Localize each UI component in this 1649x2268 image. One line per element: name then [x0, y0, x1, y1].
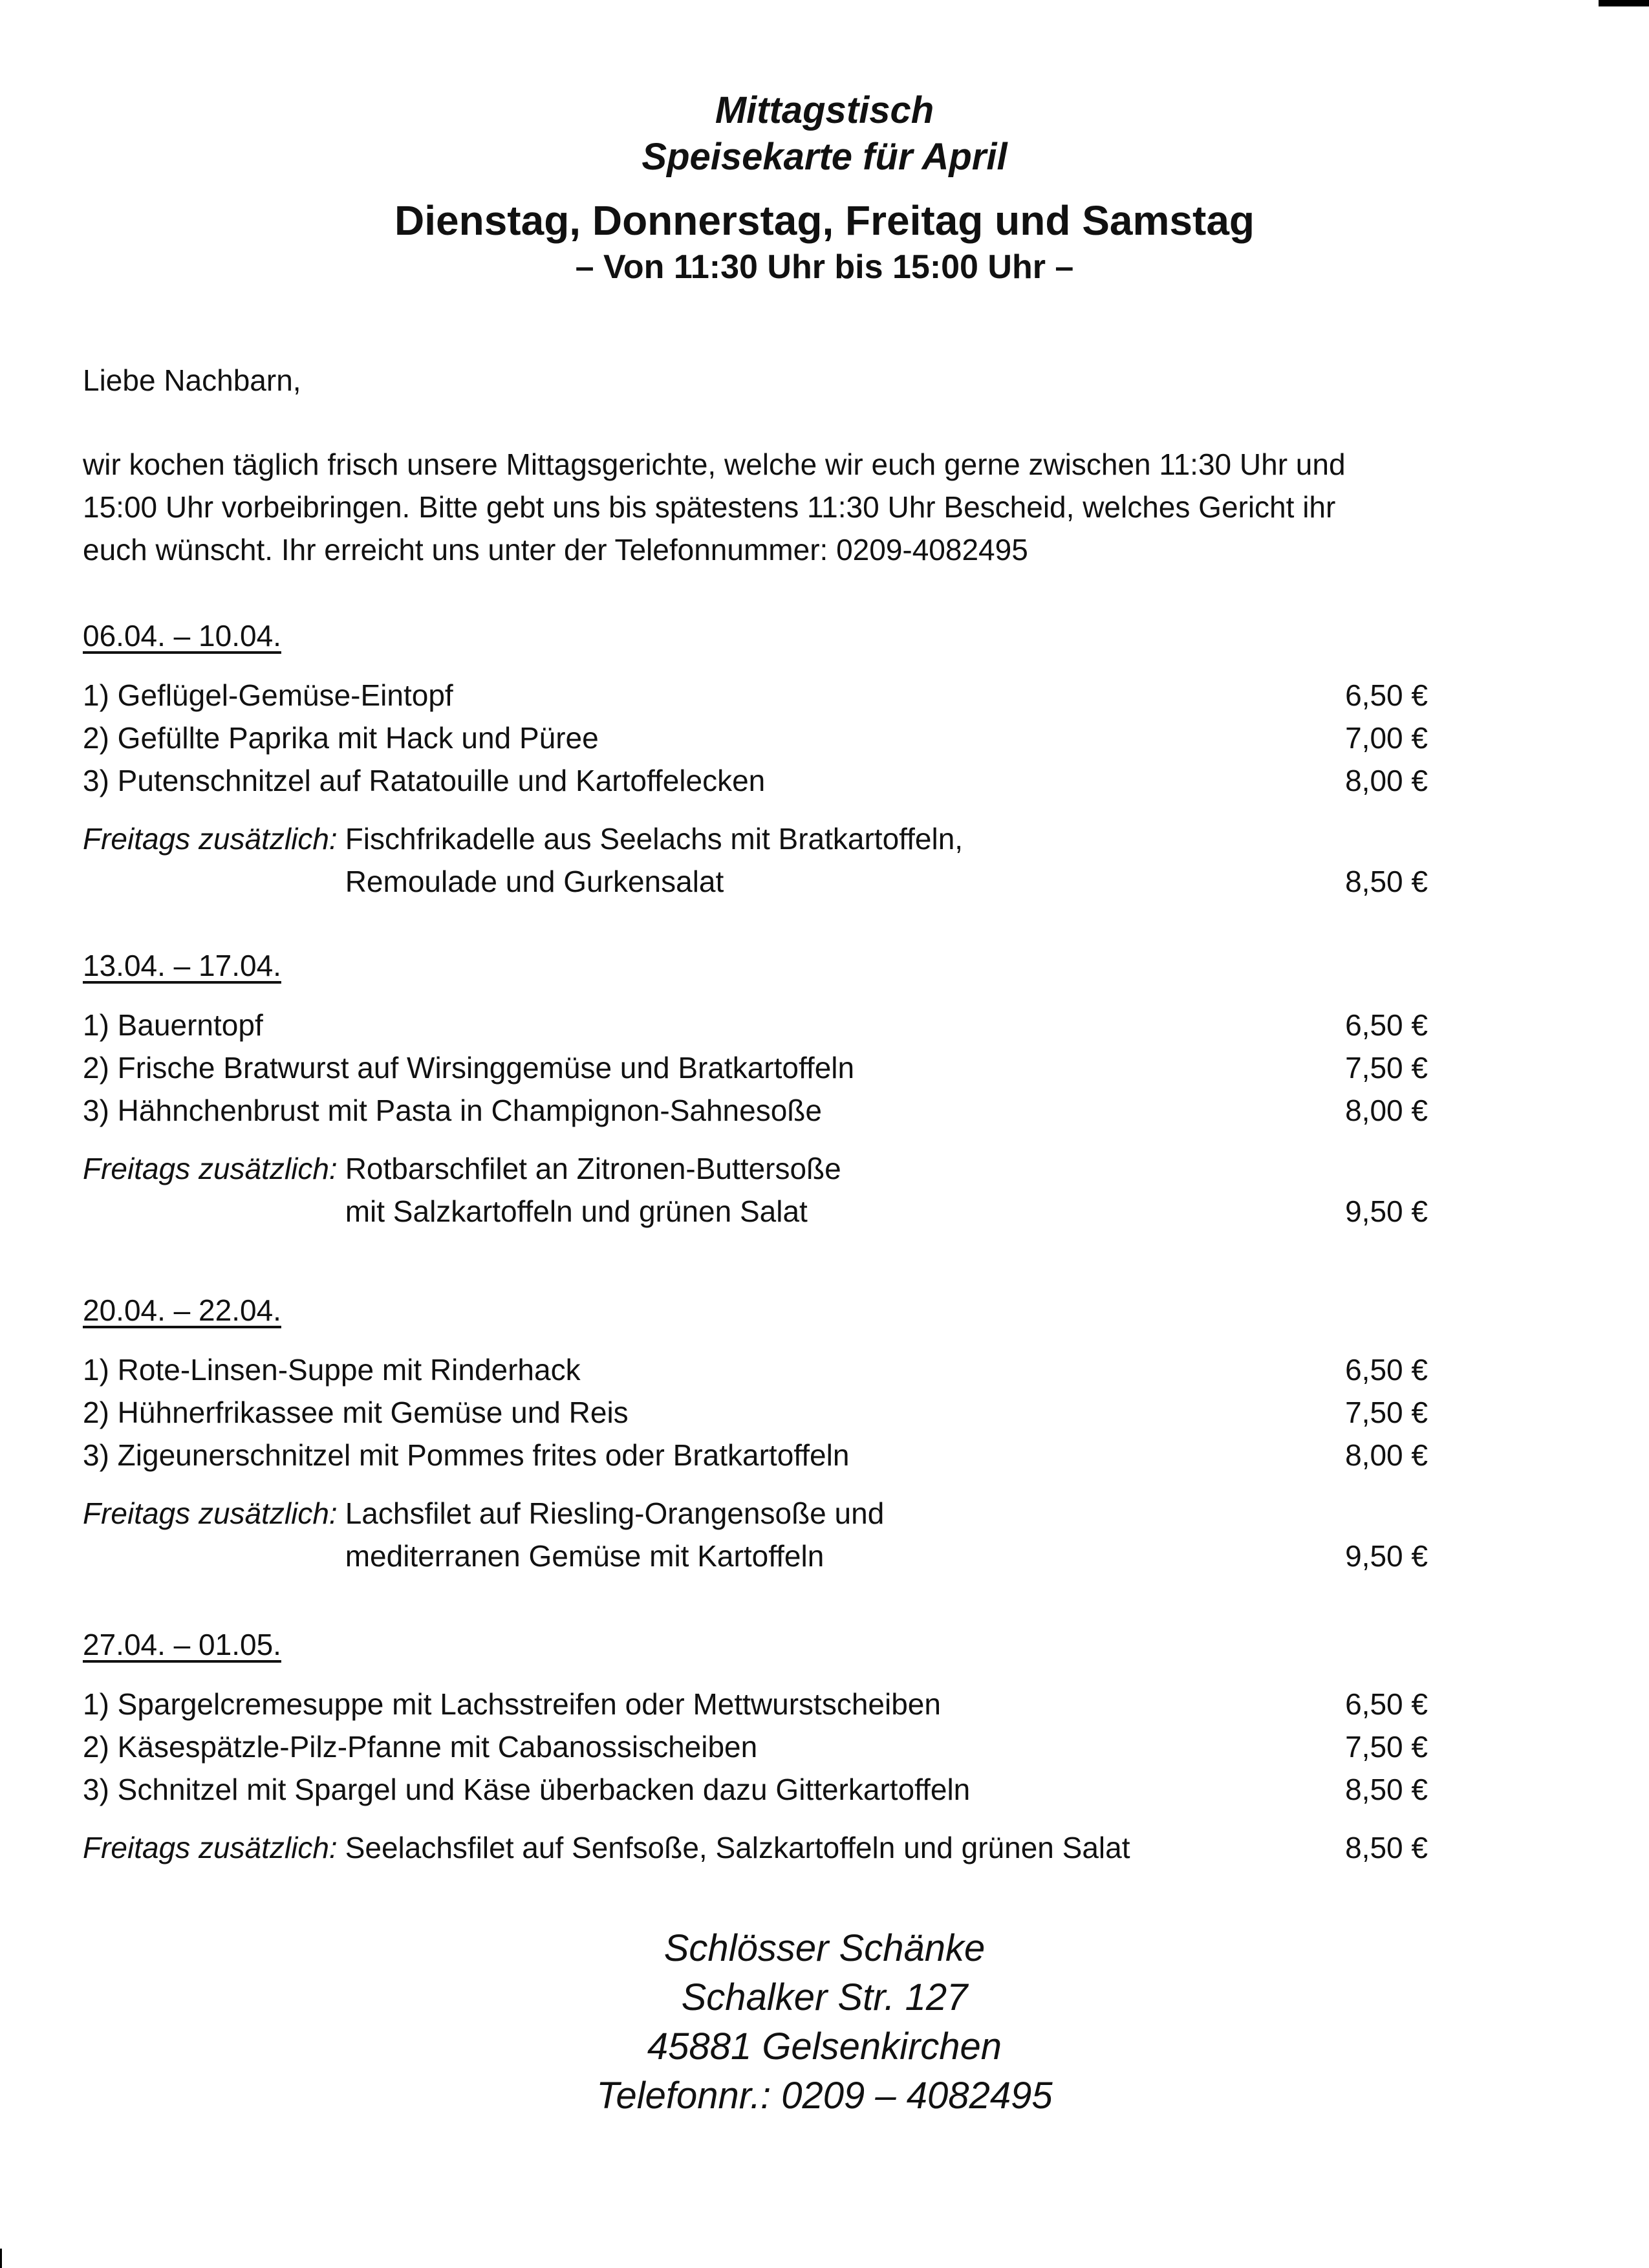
dish-name: 3) Schnitzel mit Spargel und Käse überbacken dazu Gitterkartoffeln [83, 1773, 971, 1806]
dish-price: 7,50 € [1345, 1730, 1428, 1764]
friday-price: 8,50 € [1345, 1831, 1428, 1864]
restaurant-city: 45881 Gelsenkirchen [647, 2025, 1002, 2068]
friday-dish-line: mediterranen Gemüse mit Kartoffeln [345, 1539, 824, 1573]
opening-hours: – Von 11:30 Uhr bis 15:00 Uhr – [575, 248, 1074, 286]
week-section [83, 614, 1428, 903]
friday-dish-line: Rotbarschfilet an Zitronen-Buttersoße [345, 1152, 841, 1185]
restaurant-name: Schlösser Schänke [663, 1927, 986, 1969]
dish-name: 2) Hühnerfrikassee mit Gemüse und Reis [83, 1396, 629, 1429]
intro-paragraph [83, 443, 1505, 571]
dish-name: 3) Putenschnitzel auf Ratatouille und Kartoffelecken [83, 764, 766, 797]
dish-name: 1) Rote-Linsen-Suppe mit Rinderhack [83, 1353, 581, 1387]
dish-name: 3) Zigeunerschnitzel mit Pommes frites oder Bratkartoffeln [83, 1438, 850, 1472]
scan-corner-mark [1599, 0, 1649, 6]
dish-price: 6,50 € [1345, 678, 1428, 712]
week-date: 20.04. – 22.04. [83, 1293, 281, 1327]
menu-item [83, 1348, 1428, 1391]
friday-price: 8,50 € [1345, 865, 1428, 898]
friday-label: Freitags zusätzlich: [83, 1496, 338, 1530]
scan-edge-mark [0, 2249, 2, 2268]
week-date: 27.04. – 01.05. [83, 1628, 281, 1661]
menu-item [83, 1046, 1428, 1089]
menu-title: Mittagstisch [715, 89, 934, 131]
menu-item [83, 759, 1428, 802]
week-date: 06.04. – 10.04. [83, 619, 281, 653]
dish-price: 6,50 € [1345, 1008, 1428, 1042]
dish-name: 1) Bauerntopf [83, 1008, 263, 1042]
friday-label: Freitags zusätzlich: [83, 1152, 338, 1185]
dish-name: 3) Hähnchenbrust mit Pasta in Champignon-Sahnesoße [83, 1094, 822, 1127]
greeting: Liebe Nachbarn, [83, 363, 301, 397]
menu-item [83, 1725, 1428, 1768]
menu-item [83, 1768, 1428, 1811]
menu-item [83, 1683, 1428, 1725]
friday-dish-line: Seelachsfilet auf Senfsoße, Salzkartoffeln und grünen Salat [345, 1831, 1130, 1864]
dish-price: 8,00 € [1345, 1438, 1428, 1472]
week-section [83, 1623, 1428, 1869]
dish-price: 7,50 € [1345, 1051, 1428, 1085]
friday-special [83, 1147, 1428, 1233]
dish-price: 7,50 € [1345, 1396, 1428, 1429]
menu-item [83, 1391, 1428, 1434]
dish-name: 2) Gefüllte Paprika mit Hack und Püree [83, 721, 599, 755]
friday-special [83, 1492, 1428, 1577]
menu-item [83, 1434, 1428, 1476]
menu-header [0, 87, 1649, 288]
dish-price: 8,00 € [1345, 1094, 1428, 1127]
dish-price: 6,50 € [1345, 1353, 1428, 1387]
menu-item [83, 1089, 1428, 1132]
dish-name: 1) Geflügel-Gemüse-Eintopf [83, 678, 453, 712]
intro-line: euch wünscht. Ihr erreicht uns unter der Telefonnummer: 0209-4082495 [83, 533, 1028, 567]
dish-name: 1) Spargelcremesuppe mit Lachsstreifen oder Mettwurstscheiben [83, 1687, 941, 1721]
dish-price: 8,00 € [1345, 764, 1428, 797]
opening-days: Dienstag, Donnerstag, Freitag und Samstag [394, 197, 1255, 244]
week-date: 13.04. – 17.04. [83, 949, 281, 982]
friday-dish-line: Lachsfilet auf Riesling-Orangensoße und [345, 1496, 885, 1530]
dish-price: 8,50 € [1345, 1773, 1428, 1806]
menu-subtitle: Speisekarte für April [641, 136, 1008, 178]
friday-price: 9,50 € [1345, 1539, 1428, 1573]
friday-label: Freitags zusätzlich: [83, 1831, 338, 1864]
friday-dish-line: Fischfrikadelle aus Seelachs mit Bratkartoffeln, [345, 822, 964, 856]
restaurant-phone: Telefonnr.: 0209 – 4082495 [596, 2075, 1053, 2117]
restaurant-address [0, 1924, 1649, 2121]
intro-line: wir kochen täglich frisch unsere Mittagsgerichte, welche wir euch gerne zwischen 11:30 Uhr und [83, 448, 1346, 481]
intro-line: 15:00 Uhr vorbeibringen. Bitte gebt uns bis spätestens 11:30 Uhr Bescheid, welches Gericht ihr [83, 490, 1336, 524]
friday-price: 9,50 € [1345, 1194, 1428, 1228]
friday-special [83, 1826, 1428, 1869]
dish-price: 6,50 € [1345, 1687, 1428, 1721]
week-section [83, 944, 1428, 1233]
menu-item [83, 674, 1428, 717]
week-section [83, 1289, 1428, 1577]
menu-item [83, 717, 1428, 759]
friday-dish-line: Remoulade und Gurkensalat [345, 865, 724, 898]
menu-item [83, 1004, 1428, 1046]
restaurant-street: Schalker Str. 127 [681, 1976, 968, 2018]
friday-label: Freitags zusätzlich: [83, 822, 338, 856]
dish-name: 2) Käsespätzle-Pilz-Pfanne mit Cabanossischeiben [83, 1730, 758, 1764]
friday-dish-line: mit Salzkartoffeln und grünen Salat [345, 1194, 808, 1228]
dish-price: 7,00 € [1345, 721, 1428, 755]
dish-name: 2) Frische Bratwurst auf Wirsinggemüse und Bratkartoffeln [83, 1051, 855, 1085]
friday-special [83, 817, 1428, 903]
